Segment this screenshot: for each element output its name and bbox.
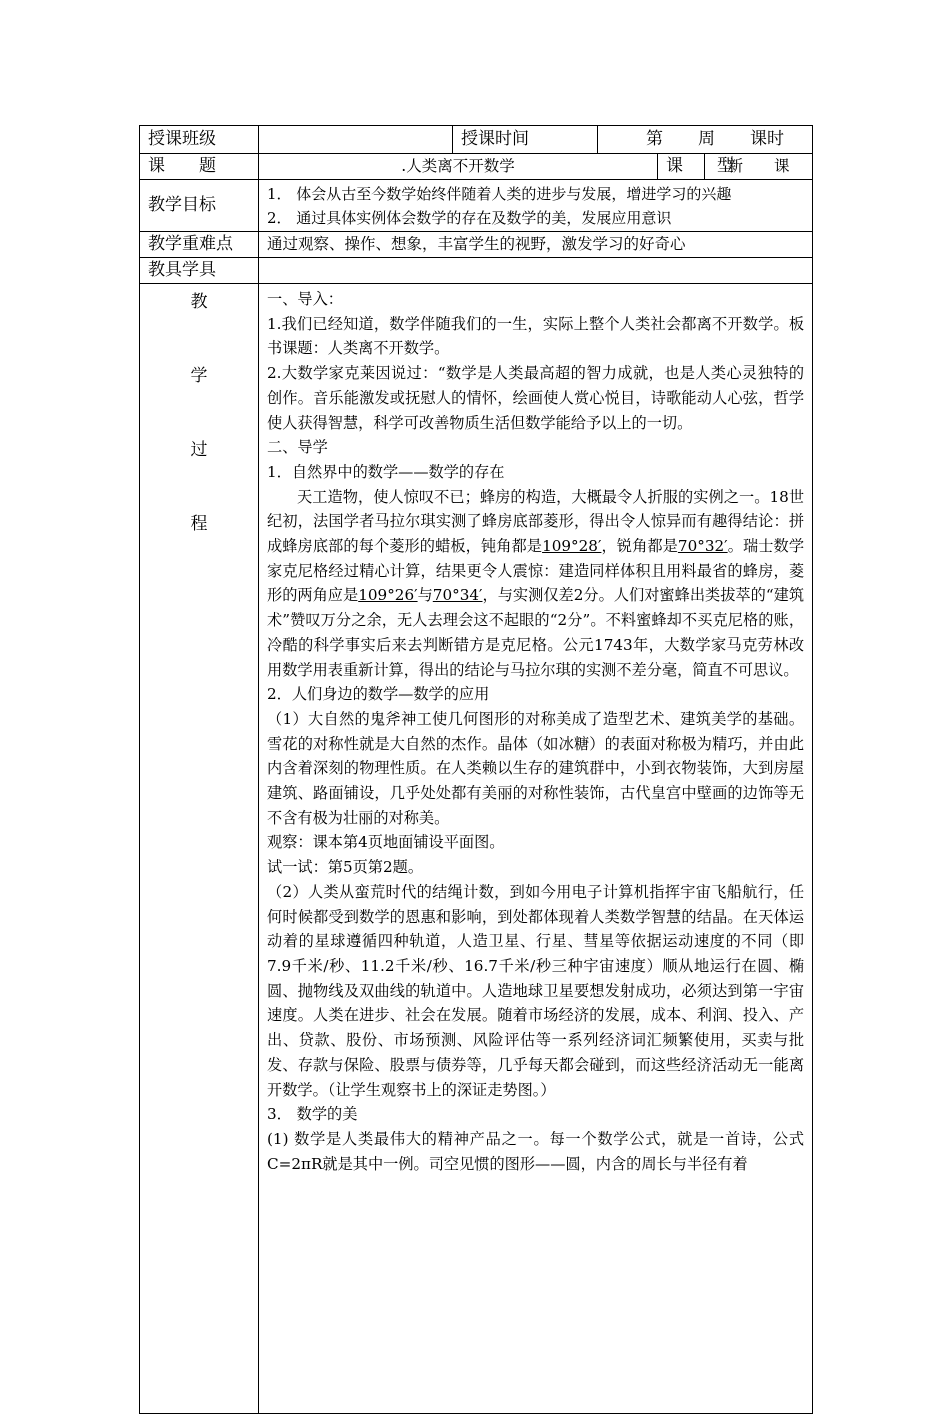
goal-item-2: 2． 通过具体实例体会数学的存在及数学的美，发展应用意识	[267, 208, 672, 227]
section-intro-heading: 一、导入：	[267, 290, 343, 308]
week-mid: 周	[698, 129, 715, 149]
subsection-beauty-heading: 3． 数学的美	[267, 1105, 358, 1124]
beehive-text-c: 。瑞士数学家克尼格经过精心计算，结果更令人震惊：建造同样体积且用料最省的蜂房，菱形的两角应是	[267, 537, 805, 605]
week-suffix: 课时	[750, 129, 784, 149]
section-guide-heading: 二、导学	[267, 438, 328, 457]
lesson-plan-table	[139, 125, 813, 1414]
tools-value	[259, 258, 813, 284]
key-points-value: 通过观察、操作、想象，丰富学生的视野，激发学习的好奇心	[259, 232, 813, 258]
intro-paragraph-2: 2.大数学家克莱因说过：“数学是人类最高超的智力成就，也是人类心灵独特的创作。音乐能激发或抚慰人的情怀，绘画使人赏心悦目，诗歌能动人心弦，哲学使人获得智慧，科学可改善物质生活但数学能给予以上的一切。	[267, 364, 805, 432]
beehive-text-b: ，锐角都是	[601, 537, 678, 556]
topic-label: 课 题	[140, 154, 259, 180]
process-char-2: 学	[190, 366, 208, 386]
class-value	[259, 126, 453, 154]
angle-obtuse: 109°28′	[542, 537, 602, 556]
goal-item-1: 1． 体会从古至今数学始终伴随着人类的进步与发展，增进学习的兴趣	[267, 184, 732, 203]
observe-line: 观察：课本第4页地面铺设平面图。	[267, 833, 505, 852]
type-value: 新 课	[705, 154, 813, 180]
process-char-4: 程	[190, 514, 208, 534]
beauty-paragraph: (1) 数学是人类最伟大的精神产品之一。每一个数学公式，就是一首诗，公式C=2πR就是其中一例。司空见惯的图形——圆，内含的周长与半径有着	[267, 1129, 805, 1173]
beehive-text-e: ，与实测仅差2分。人们对蜜蜂出类拔萃的“建筑术”赞叹万分之余，无人去理会这不起眼的“2分”。不料蜜蜂却不买克尼格的账，冷酷的科学事实后来去判断错方是克尼格。公元1743年，大数学家马克劳林改用数学用表重新计算，得出的结论与马拉尔琪的实测不差分毫，简直不可思议。	[267, 586, 805, 679]
application-paragraph: （2）人类从蛮荒时代的结绳计数，到如今用电子计算机指挥宇宙飞船航行，任何时候都受到数学的恩惠和影响，到处都体现着人类数学智慧的结晶。在天体运动着的星球遵循四种轨道，人造卫星、行星、彗星等依据运动速度的不同（即7.9千米/秒、11.2千米/秒、16.7千米/秒三种宇宙速度）顺从地运行在圆、椭圆、抛物线及双曲线的轨道中。人造地球卫星要想发射成功，必须达到第一宇宙速度。人类在进步、社会在发展。随着市场经济的发展，成本、利润、投入、产出、贷款、股份、市场预测、风险评估等一系列经济词汇频繁使用，买卖与批发、存款与保险、股票与债券等，几乎每天都会碰到，而这些经济活动无一能离开数学。（让学生观察书上的深证走势图。）	[267, 882, 805, 1099]
tools-label: 教具学具	[140, 258, 259, 284]
goals-label: 教学目标	[140, 180, 259, 232]
time-label: 授课时间	[453, 126, 598, 154]
key-points-label: 教学重难点	[140, 232, 259, 258]
try-line: 试一试：第5页第2题。	[267, 858, 424, 877]
process-char-3: 过	[190, 440, 208, 460]
subsection-application-heading: 2．人们身边的数学—数学的应用	[267, 685, 490, 704]
symmetry-paragraph: （1）大自然的鬼斧神工使几何图形的对称美成了造型艺术、建筑美学的基础。雪花的对称性就是大自然的杰作。晶体（如冰糖）的表面对称极为精巧，并由此内含着深刻的物理性质。在人类赖以生存的建筑群中，小到衣物装饰，大到房屋建筑、路面铺设，几乎处处都有美丽的对称性装饰，古代皇宫中壁画的边饰等无不含有极为壮丽的对称美。	[267, 709, 805, 827]
beehive-text-a: 天工造物，使人惊叹不已；蜂房的构造，大概最令人折服的实例之一。18世纪初，法国学者马拉尔琪实测了蜂房底部菱形，得出令人惊异而有趣得结论：拼成蜂房底部的每个菱形的蜡板，钝角都是	[267, 487, 805, 556]
beehive-paragraph	[267, 485, 804, 683]
process-label	[140, 284, 259, 1414]
intro-paragraph-1: 1.我们已经知道，数学伴随我们的一生，实际上整个人类社会都离不开数学。板书课题：人类离不开数学。	[267, 314, 805, 358]
angle-computed-obtuse: 109°26′	[358, 586, 418, 605]
goals-cell	[259, 180, 813, 232]
process-content	[259, 284, 813, 1414]
class-label: 授课班级	[140, 126, 259, 154]
type-label: 课 型	[658, 154, 705, 180]
process-char-1: 教	[190, 292, 208, 312]
week-prefix: 第	[646, 129, 663, 149]
week-cell	[598, 126, 813, 154]
angle-computed-acute: 70°34′	[432, 586, 483, 605]
subsection-nature-heading: 1．自然界中的数学——数学的存在	[267, 462, 505, 481]
topic-value: .人类离不开数学	[259, 154, 658, 180]
angle-acute: 70°32′	[677, 537, 728, 556]
beehive-text-d: 与	[417, 586, 433, 605]
